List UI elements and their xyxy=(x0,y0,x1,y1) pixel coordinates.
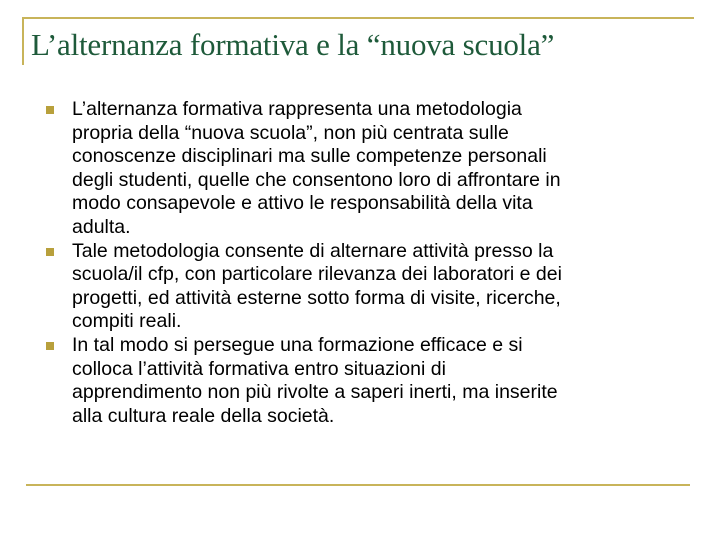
bullet-text-line: scuola/il cfp, con particolare rilevanza dei laboratori e dei xyxy=(72,263,562,286)
bullet-text-line: adulta. xyxy=(72,215,131,238)
bullet-list xyxy=(46,98,686,428)
bullet-item xyxy=(46,240,686,334)
bullet-item xyxy=(46,334,686,428)
top-border-line xyxy=(22,17,694,19)
bullet-text-line: L’alternanza formativa rappresenta una metodologia xyxy=(72,98,522,120)
bullet-text-line: colloca l’attività formativa entro situazioni di xyxy=(72,357,446,380)
bottom-border-line xyxy=(26,484,690,486)
bullet-text-line: degli studenti, quelle che consentono loro di affrontare in xyxy=(72,168,561,191)
square-bullet-icon xyxy=(46,248,54,256)
left-border-line xyxy=(22,17,24,65)
bullet-text-line: compiti reali. xyxy=(72,310,182,333)
bullet-text-line: modo consapevole e attivo le responsabilità della vita xyxy=(72,192,533,215)
bullet-text-line: In tal modo si persegue una formazione efficace e si xyxy=(72,333,523,356)
bullet-text-line: alla cultura reale della società. xyxy=(72,404,335,427)
slide-title: L’alternanza formativa e la “nuova scuola” xyxy=(31,27,555,62)
square-bullet-icon xyxy=(46,106,54,114)
bullet-text-line: Tale metodologia consente di alternare attività presso la xyxy=(72,239,554,262)
bullet-text-line: progetti, ed attività esterne sotto forma di visite, ricerche, xyxy=(72,286,561,309)
square-bullet-icon xyxy=(46,342,54,350)
bullet-item xyxy=(46,98,686,240)
bullet-text-line: apprendimento non più rivolte a saperi inerti, ma inserite xyxy=(72,381,558,404)
bullet-text-line: propria della “nuova scuola”, non più centrata sulle xyxy=(72,121,509,144)
bullet-text-line: conoscenze disciplinari ma sulle competenze personali xyxy=(72,145,547,168)
